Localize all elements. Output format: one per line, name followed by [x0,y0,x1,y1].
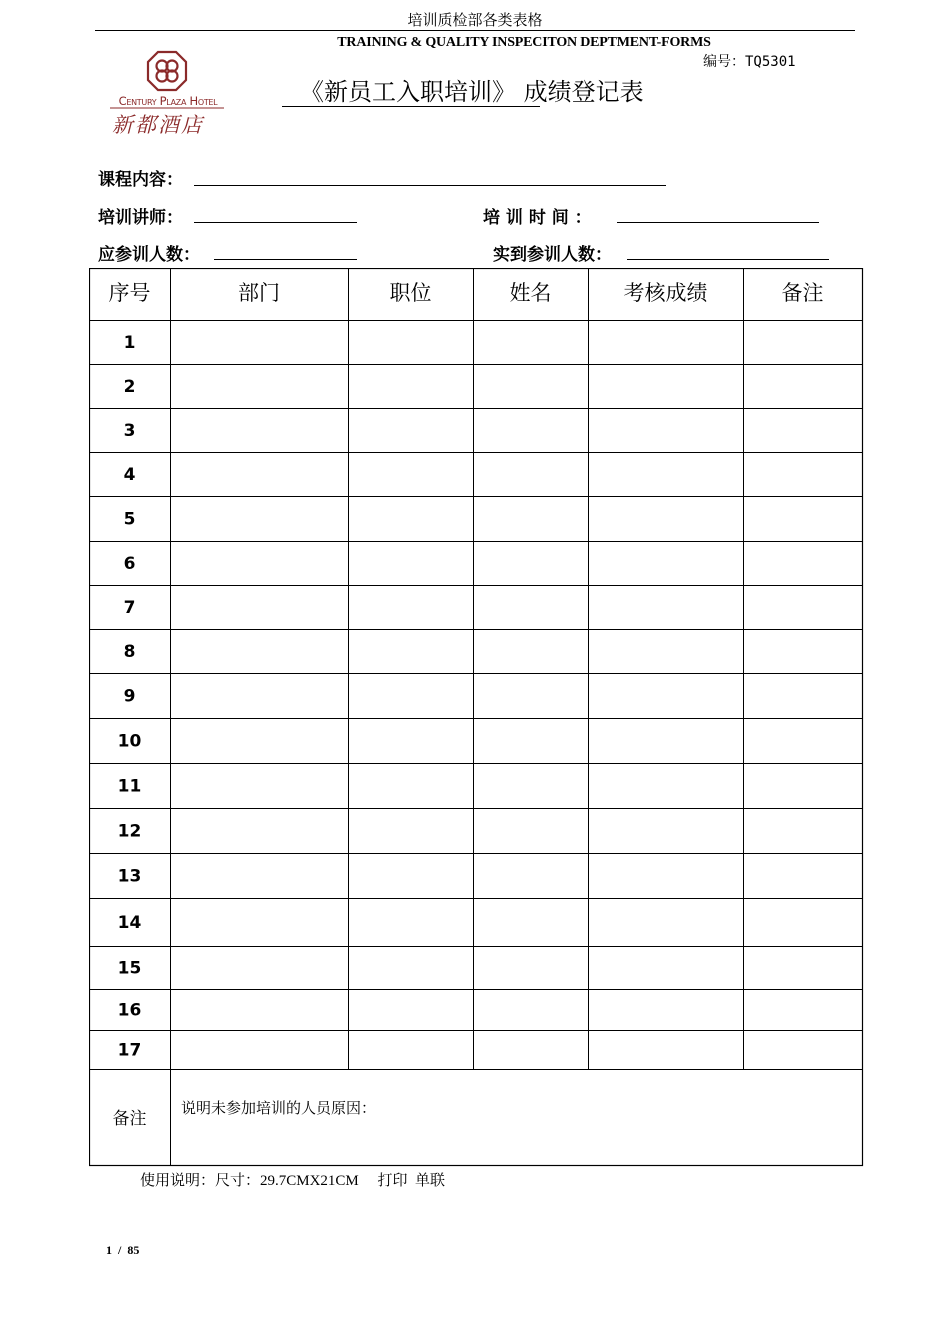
table-cell[interactable] [589,990,742,1029]
table-cell[interactable] [171,899,347,945]
table-cell[interactable] [349,542,472,584]
table-cell[interactable] [349,586,472,628]
table-cell[interactable] [589,674,742,717]
table-cell[interactable] [474,674,587,717]
table-cell[interactable] [349,990,472,1029]
table-cell[interactable] [474,990,587,1029]
table-cell[interactable] [349,365,472,407]
table-cell[interactable] [744,764,861,807]
table-cell[interactable] [349,899,472,945]
table-cell[interactable] [589,409,742,451]
table-cell[interactable] [474,321,587,363]
table-cell[interactable] [744,321,861,363]
table-cell[interactable] [349,409,472,451]
hotel-logo-icon [108,50,228,140]
table-cell[interactable] [349,321,472,363]
table-cell[interactable] [349,1031,472,1068]
form-title: 《新员工入职培训》 成绩登记表 [300,78,644,106]
table-cell[interactable] [589,719,742,762]
table-cell[interactable] [474,899,587,945]
table-cell[interactable] [744,453,861,495]
row-number: 7 [123,598,136,618]
table-cell[interactable] [744,586,861,628]
row-number: 5 [123,509,136,530]
table-cell[interactable] [171,453,347,495]
table-cell[interactable] [744,497,861,540]
table-cell[interactable] [349,719,472,762]
row-number: 17 [117,1040,142,1061]
table-cell[interactable] [171,809,347,852]
table-cell[interactable] [474,365,587,407]
table-cell[interactable] [474,809,587,852]
row-number: 8 [123,642,136,662]
hotel-logo [108,50,228,140]
table-cell[interactable] [474,630,587,672]
table-cell[interactable] [474,1031,587,1068]
table-cell[interactable] [171,990,347,1029]
row-number: 2 [123,377,136,397]
score-table [89,268,864,1168]
row-number: 3 [123,421,136,441]
table-cell[interactable] [744,719,861,762]
actual-count-label: 实到参训人数： [493,245,612,265]
column-header: 职位 [389,281,432,305]
table-cell[interactable] [589,630,742,672]
table-cell[interactable] [171,630,347,672]
table-cell[interactable] [171,542,347,584]
row-number: 13 [117,866,142,887]
table-cell[interactable] [589,764,742,807]
table-cell[interactable] [744,899,861,945]
table-cell[interactable] [589,365,742,407]
table-cell[interactable] [589,586,742,628]
table-cell[interactable] [589,542,742,584]
table-cell[interactable] [171,497,347,540]
header-rule [95,30,855,31]
trainer-label: 培训讲师： [98,208,183,228]
training-time-input-line[interactable] [617,222,819,223]
table-cell[interactable] [349,854,472,897]
table-cell[interactable] [744,1031,861,1068]
table-cell[interactable] [474,542,587,584]
table-cell[interactable] [589,321,742,363]
title-underline [282,106,540,107]
table-cell[interactable] [171,947,347,988]
table-cell[interactable] [744,947,861,988]
table-cell[interactable] [744,990,861,1029]
table-cell[interactable] [171,365,347,407]
table-cell[interactable] [474,764,587,807]
table-cell[interactable] [171,586,347,628]
table-cell[interactable] [474,453,587,495]
column-header: 部门 [238,281,280,305]
course-input-line[interactable] [194,185,666,186]
trainer-input-line[interactable] [194,222,357,223]
table-cell[interactable] [589,1031,742,1068]
department-header: 培训质检部各类表格 [407,11,543,29]
course-label: 课程内容： [98,170,183,190]
column-header: 考核成绩 [623,281,708,305]
table-cell[interactable] [349,674,472,717]
table-cell[interactable] [349,764,472,807]
table-cell[interactable] [474,947,587,988]
hotel-name-cn: 新都酒店 [112,113,204,137]
table-cell[interactable] [349,630,472,672]
row-number: 6 [123,554,136,574]
table-cell[interactable] [744,674,861,717]
table-cell[interactable] [744,809,861,852]
column-header: 备注 [781,281,824,305]
remarks-label: 备注 [112,1109,147,1129]
table-cell[interactable] [744,542,861,584]
table-cell[interactable] [744,365,861,407]
table-cell[interactable] [474,586,587,628]
table-cell[interactable] [171,321,347,363]
row-number: 14 [117,913,142,933]
table-cell[interactable] [474,409,587,451]
page-number: 1 / 85 [106,1243,140,1257]
table-cell[interactable] [589,453,742,495]
table-cell[interactable] [744,409,861,451]
hotel-name-en: Century Plaza Hotel [118,94,218,108]
row-number: 15 [117,958,142,979]
table-cell[interactable] [171,674,347,717]
column-header: 序号 [108,281,151,305]
table-cell[interactable] [474,497,587,540]
row-number: 16 [117,1000,142,1021]
training-time-label: 培 训 时 间 ： [483,208,592,228]
table-cell[interactable] [349,947,472,988]
table-cell[interactable] [744,630,861,672]
row-number: 11 [117,776,142,797]
table-cell[interactable] [171,1031,347,1068]
expected-count-input-line[interactable] [214,259,357,260]
expected-count-label: 应参训人数： [98,245,200,265]
actual-count-input-line[interactable] [627,259,829,260]
remarks-text[interactable]: 说明未参加培训的人员原因： [181,1099,377,1117]
table-cell[interactable] [744,854,861,897]
row-number: 12 [117,821,142,842]
table-cell[interactable] [171,854,347,897]
table-cell[interactable] [171,409,347,451]
table-cell[interactable] [171,719,347,762]
table-cell[interactable] [589,899,742,945]
table-cell[interactable] [474,854,587,897]
table-cell[interactable] [349,809,472,852]
table-cell[interactable] [589,497,742,540]
column-header: 姓名 [509,281,552,305]
table-cell[interactable] [589,854,742,897]
department-english-title: TRAINING & QUALITY INSPECITON DEPTMENT-FORMS [337,35,711,50]
form-code: 编号：TQ5301 [703,54,796,70]
row-number: 10 [117,731,142,752]
table-cell[interactable] [349,453,472,495]
table-cell[interactable] [349,497,472,540]
table-cell[interactable] [474,719,587,762]
table-cell[interactable] [171,764,347,807]
row-number: 9 [123,686,136,707]
usage-note: 使用说明：尺寸：29.7CMX21CM 打印 单联 [140,1173,446,1189]
row-number: 4 [123,465,136,485]
table-cell[interactable] [589,947,742,988]
row-number: 1 [123,333,136,353]
table-cell[interactable] [589,809,742,852]
